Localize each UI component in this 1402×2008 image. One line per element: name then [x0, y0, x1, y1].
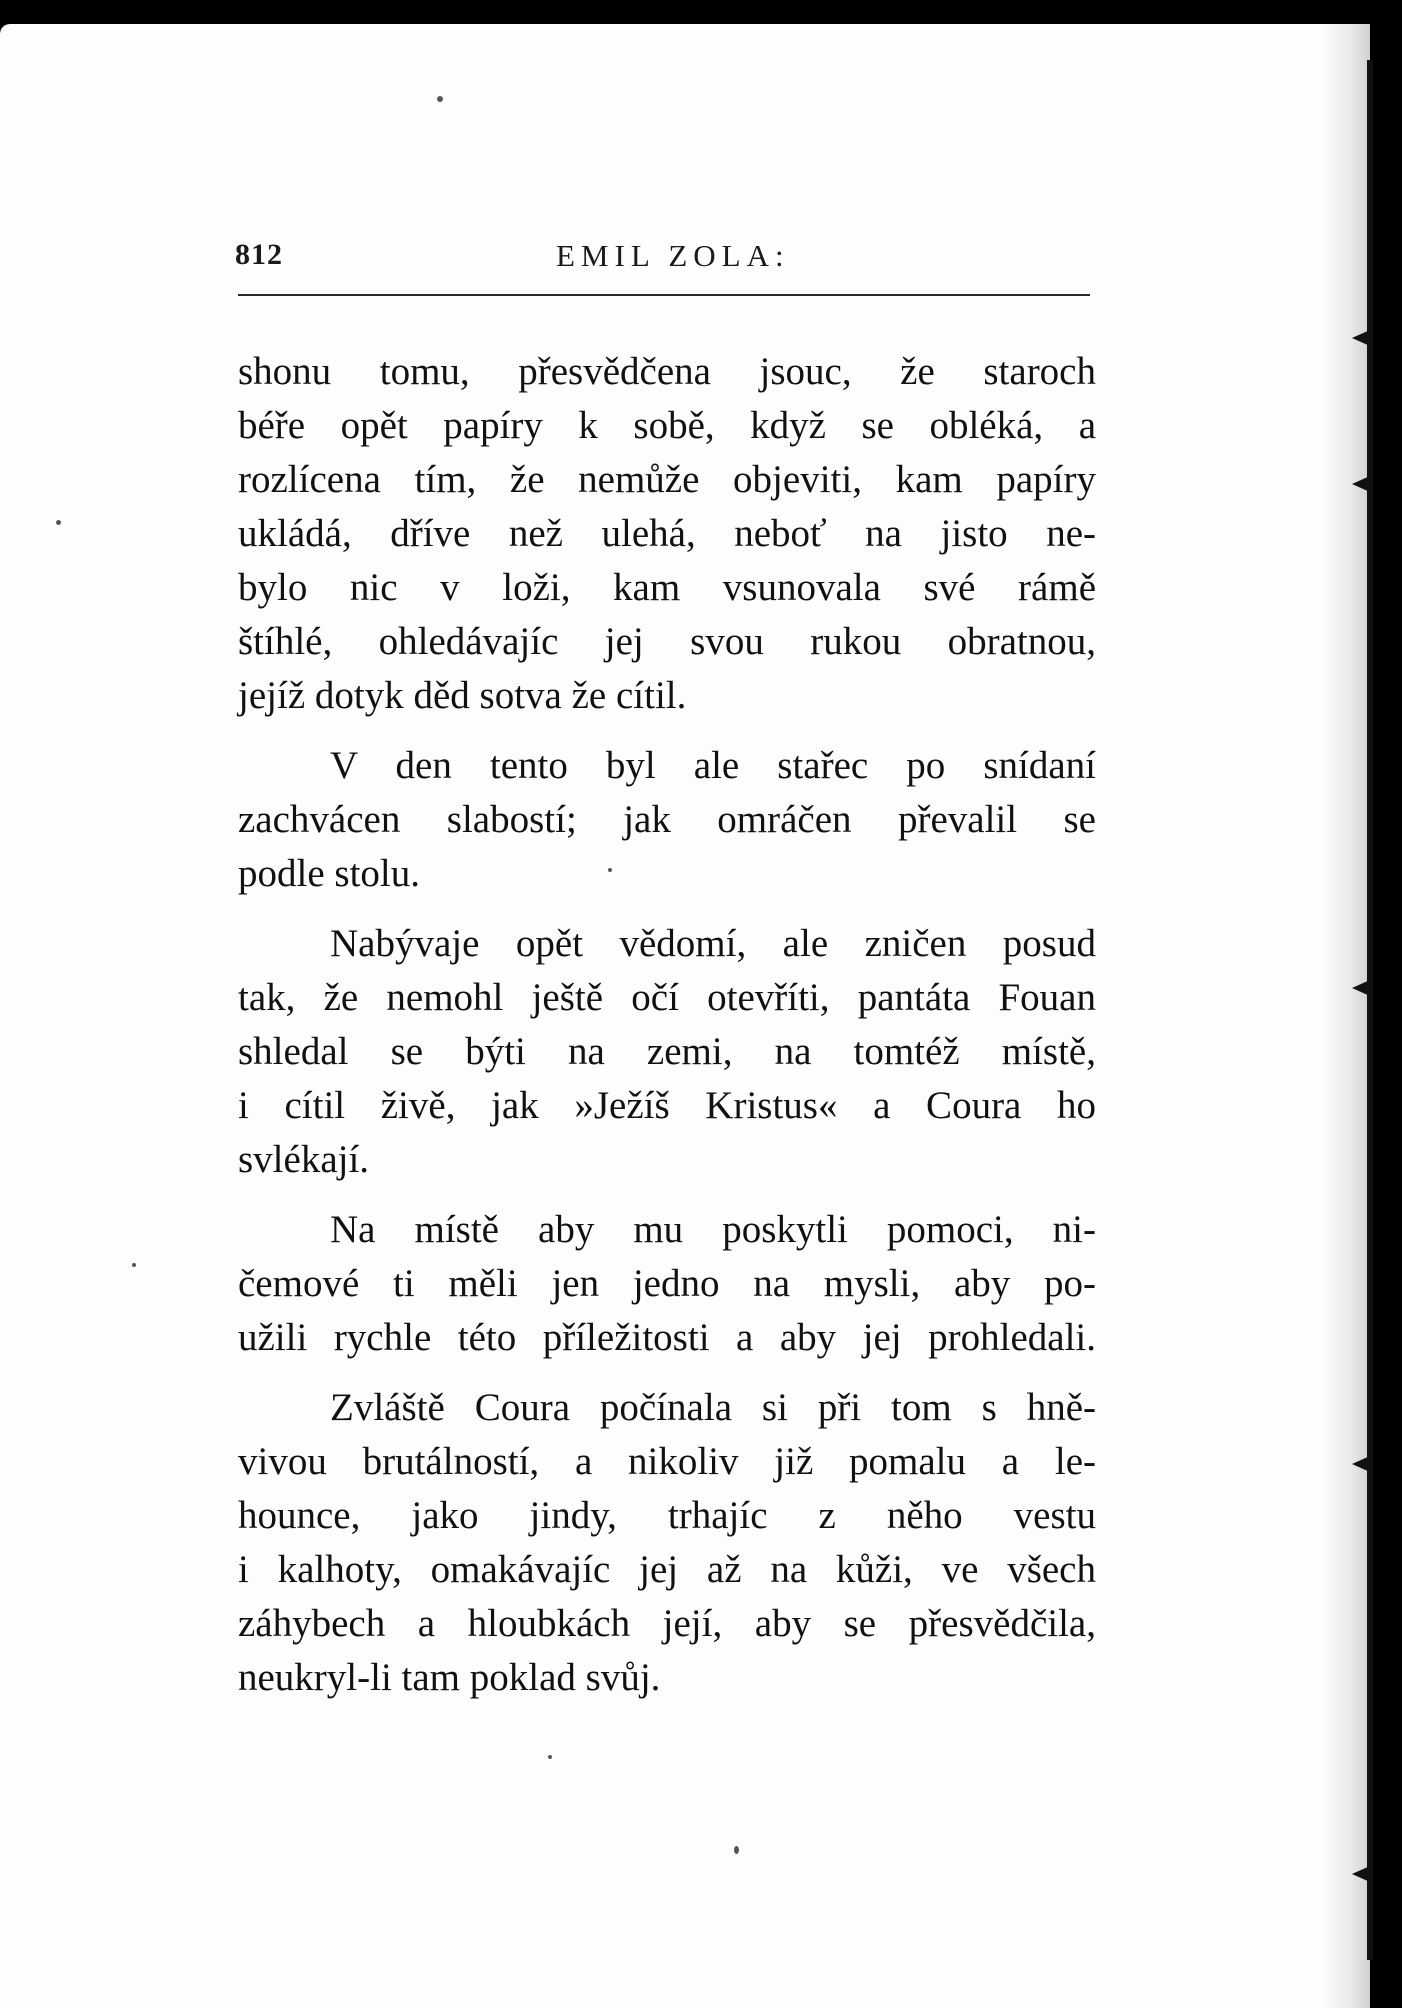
- text-line: záhybech a hloubkách její, aby se přesvědčila,: [238, 1602, 1096, 1645]
- paragraph: [238, 1203, 1096, 1365]
- binding-nick: [1352, 1866, 1370, 1882]
- text-line: Na místě aby mu poskytli pomoci, ni-: [330, 1208, 1096, 1251]
- text-line: hounce, jako jindy, trhajíc z něho vestu: [238, 1494, 1096, 1537]
- text-line: neukryl-li tam poklad svůj.: [238, 1656, 661, 1699]
- scan-speck: [56, 520, 61, 525]
- header-rule: [238, 294, 1090, 296]
- text-line: i kalhoty, omakávajíc jej až na kůži, ve všech: [238, 1548, 1096, 1591]
- paragraph: [238, 917, 1096, 1187]
- paragraph: [238, 1381, 1096, 1705]
- text-line: ukládá, dříve než ulehá, neboť na jisto ne-: [238, 512, 1096, 555]
- binding-nick: [1352, 980, 1370, 996]
- text-line: béře opět papíry k sobě, když se obléká, a: [238, 404, 1096, 447]
- text-line: bylo nic v loži, kam vsunovala své rámě: [238, 566, 1096, 609]
- body-text: [238, 345, 1096, 1705]
- paragraph: [238, 739, 1096, 901]
- text-line: zachvácen slabostí; jak omráčen převalil se: [238, 798, 1096, 841]
- text-line: rozlícena tím, že nemůže objeviti, kam papíry: [238, 458, 1096, 501]
- text-line: štíhlé, ohledávajíc jej svou rukou obratnou,: [238, 620, 1096, 663]
- text-line: čemové ti měli jen jedno na mysli, aby po-: [238, 1262, 1096, 1305]
- text-line: shledal se býti na zemi, na tomtéž místě,: [238, 1030, 1096, 1073]
- scan-speck: [548, 1755, 552, 1759]
- text-line: užili rychle této příležitosti a aby jej prohledali.: [238, 1316, 1096, 1359]
- text-line: tak, že nemohl ještě očí otevříti, pantáta Fouan: [238, 976, 1096, 1019]
- text-line: V den tento byl ale stařec po snídaní: [330, 744, 1096, 787]
- text-line: Zvláště Coura počínala si při tom s hně-: [330, 1386, 1096, 1429]
- text-line: shonu tomu, přesvědčena jsouc, že staroch: [238, 350, 1096, 393]
- text-line: svlékají.: [238, 1138, 370, 1181]
- binding-nick: [1352, 1456, 1370, 1472]
- running-title: EMIL ZOLA:: [556, 238, 790, 273]
- text-line: Nabývaje opět vědomí, ale zničen posud: [330, 922, 1096, 965]
- scan-speck: [734, 1846, 739, 1854]
- spine-shadow: [1322, 24, 1370, 2008]
- scan-speck: [437, 96, 443, 102]
- scan-speck: [132, 1263, 136, 1267]
- text-line: vivou brutálností, a nikoliv již pomalu a le-: [238, 1440, 1096, 1483]
- binding-nick: [1352, 330, 1370, 346]
- page-number: 812: [235, 238, 283, 271]
- paragraph: [238, 345, 1096, 723]
- text-line: i cítil živě, jak »Ježíš Kristus« a Coura ho: [238, 1084, 1096, 1127]
- text-line: jejíž dotyk děd sotva že cítil.: [238, 674, 687, 717]
- binding-nick: [1352, 476, 1370, 492]
- text-line: podle stolu.: [238, 852, 420, 895]
